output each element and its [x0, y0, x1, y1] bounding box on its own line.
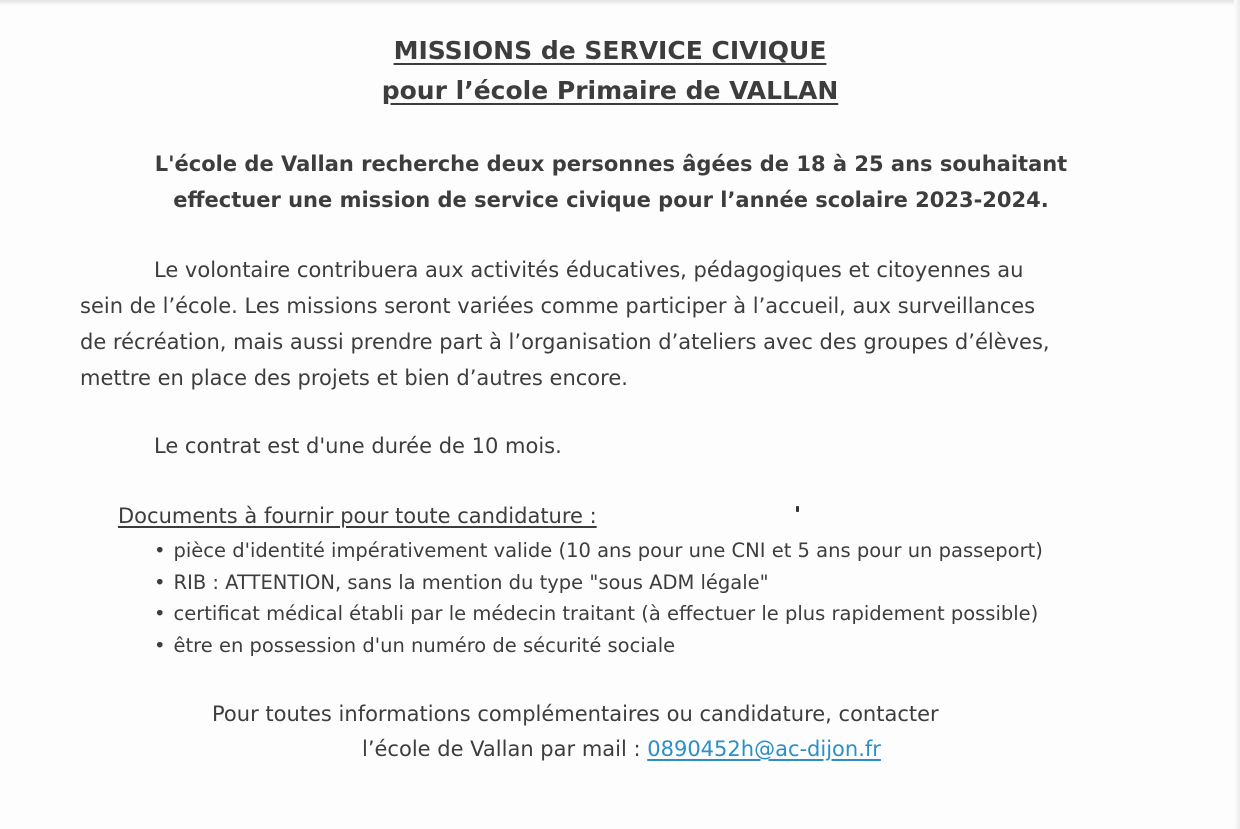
list-item-text: pièce d'identité impérativement valide (10 ans pour une CNI et 5 ans pour un passeport)	[173, 539, 1043, 562]
list-item-text: certificat médical établi par le médecin traitant (à effectuer le plus rapidement possible)	[173, 602, 1039, 625]
description-line-1: Le volontaire contribuera aux activités éducatives, pédagogiques et citoyennes au	[154, 258, 1024, 282]
list-item	[154, 634, 675, 657]
bullet-icon: •	[154, 539, 166, 562]
bullet-icon: •	[154, 571, 166, 594]
bullet-icon: •	[154, 602, 166, 625]
page-subtitle: pour l’école Primaire de VALLAN	[381, 76, 839, 105]
list-item-text: être en possession d'un numéro de sécurité sociale	[173, 634, 676, 657]
list-item-text: RIB : ATTENTION, sans la mention du type "sous ADM légale"	[173, 571, 769, 594]
scan-speck	[796, 506, 799, 512]
contract-duration: Le contrat est d'une durée de 10 mois.	[154, 434, 562, 458]
documents-heading: Documents à fournir pour toute candidature :	[118, 504, 597, 528]
list-item	[154, 539, 1043, 562]
description-line-4: mettre en place des projets et bien d’autres encore.	[80, 366, 628, 390]
bullet-icon: •	[154, 634, 166, 657]
email-link[interactable]: 0890452h@ac-dijon.fr	[647, 737, 881, 761]
page-title: MISSIONS de SERVICE CIVIQUE	[393, 36, 827, 65]
list-item	[154, 602, 1038, 625]
list-item	[154, 571, 769, 594]
scan-top-edge	[0, 0, 1240, 6]
contact-prefix: l’école de Vallan par mail :	[362, 737, 648, 761]
description-line-3: de récréation, mais aussi prendre part à l’organisation d’ateliers avec des groupes d’élèves,	[80, 330, 1050, 354]
intro-line-1: L'école de Vallan recherche deux personnes âgées de 18 à 25 ans souhaitant	[154, 152, 1068, 176]
scan-right-edge	[1234, 0, 1240, 829]
description-line-2: sein de l’école. Les missions seront variées comme participer à l’accueil, aux surveillances	[80, 294, 1036, 318]
intro-line-2: effectuer une mission de service civique pour l’année scolaire 2023-2024.	[173, 188, 1049, 212]
contact-line-1: Pour toutes informations complémentaires ou candidature, contacter	[212, 702, 939, 726]
contact-line-2	[362, 737, 881, 761]
